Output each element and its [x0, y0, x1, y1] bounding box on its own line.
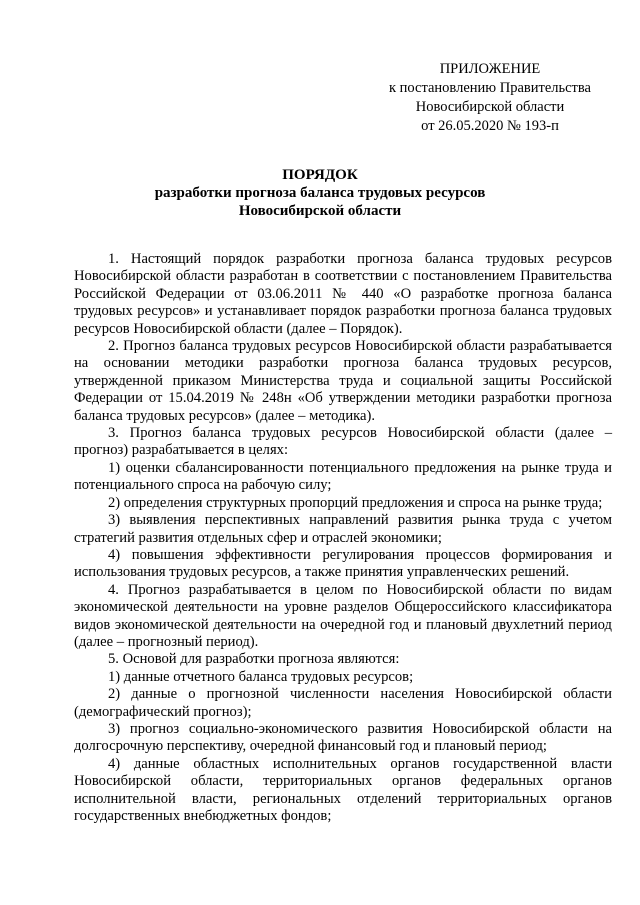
appendix-region: Новосибирской области	[415, 99, 565, 115]
paragraph-5-item-2: 2) данные о прогнозной численности населения Новосибирской области (демографический прогноз);	[74, 686, 612, 720]
document-title	[40, 166, 600, 220]
document-body	[74, 251, 612, 825]
paragraph-3: 3. Прогноз баланса трудовых ресурсов Новосибирской области (далее – прогноз) разрабатывается в целях:	[74, 425, 612, 459]
paragraph-3-item-3: 3) выявления перспективных направлений развития рынка труда с учетом стратегий развития отдельных сфер и отраслей экономики;	[74, 512, 612, 546]
paragraph-3-item-4: 4) повышения эффективности регулирования процессов формирования и использования трудовых ресурсов, а также принятия управленческих решений.	[74, 546, 612, 581]
paragraph-5-item-1: 1) данные отчетного баланса трудовых ресурсов;	[108, 668, 414, 685]
appendix-label: ПРИЛОЖЕНИЕ	[439, 61, 541, 77]
title-subject: разработки прогноза баланса трудовых ресурсов	[154, 185, 486, 201]
paragraph-5-item-4: 4) данные областных исполнительных органов государственной власти Новосибирской области, территориальных органов федеральных органов исполнительной власти, региональных отделений территориальных органов государственных внебюджетных фондов;	[74, 755, 612, 824]
paragraph-3-item-1: 1) оценки сбалансированности потенциального предложения на рынке труда и потенциального спроса на рабочую силу;	[74, 459, 612, 494]
appendix-resolution-ref: к постановлению Правительства	[389, 80, 591, 96]
paragraph-2: 2. Прогноз баланса трудовых ресурсов Новосибирской области разрабатывается на основании методики разработки прогноза баланса трудовых ресурсов, утвержденной приказом Министерства труда и социальной защиты Российской Федерации от 15.04.2019 № 248н «Об утверждении методики разработки прогноза баланса трудовых ресурсов» (далее – методика).	[74, 338, 612, 424]
title-heading: ПОРЯДОК	[282, 167, 358, 183]
appendix-header	[380, 60, 600, 136]
paragraph-4: 4. Прогноз разрабатывается в целом по Новосибирской области по видам экономической деятельности на уровне разделов Общероссийского классификатора видов экономической деятельности на очередной год и плановый двухлетний период (далее – прогнозный период).	[74, 581, 612, 650]
paragraph-5-item-3: 3) прогноз социально-экономического развития Новосибирской области на долгосрочную перспективу, очередной финансовый год и плановый период;	[74, 720, 612, 755]
paragraph-5: 5. Основой для разработки прогноза являются:	[108, 651, 400, 668]
title-region: Новосибирской области	[238, 203, 402, 219]
paragraph-1: 1. Настоящий порядок разработки прогноза баланса трудовых ресурсов Новосибирской области разработан в соответствии с постановлением Правительства Российской Федерации от 03.06.2011 № 440 «О разработке прогноза баланса трудовых ресурсов» и устанавливает порядок разработки прогноза баланса трудовых ресурсов Новосибирской области (далее – Порядок).	[74, 251, 612, 337]
paragraph-3-item-2: 2) определения структурных пропорций предложения и спроса на рынке труда;	[108, 494, 603, 511]
appendix-date-number: от 26.05.2020 № 193-п	[421, 118, 559, 134]
